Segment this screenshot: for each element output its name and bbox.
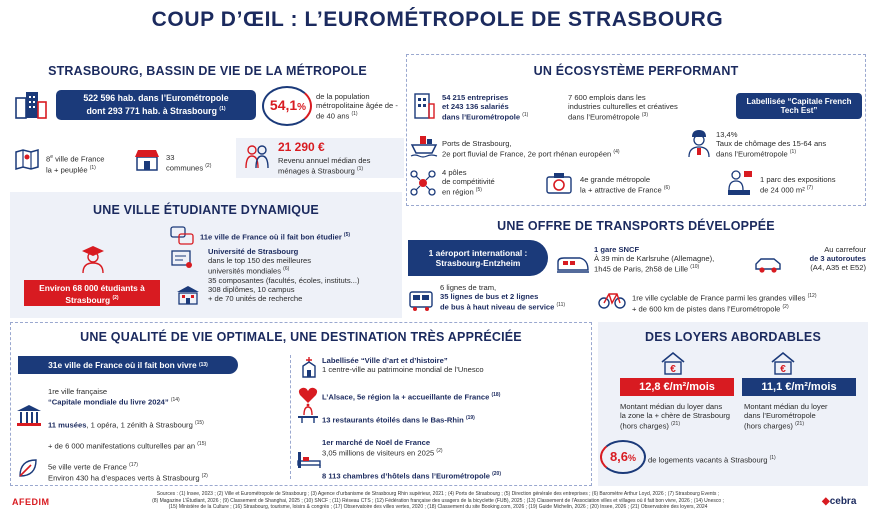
sncf-text: 1 gare SNCF À 39 min de Karlsruhe (Allemagne), 1h45 de Paris, 2h58 de Lille $^{(10)}$ — [594, 245, 715, 274]
noel-text: 1er marché de Noël de France 3,05 millions de visiteurs en 2025 $^{(2)}$ — [322, 438, 443, 458]
french-tech-pill: Labellisée “Capitale French Tech Est” — [736, 93, 862, 119]
livre-text: 1re ville française “Capitale mondiale du livre 2024” $^{(14)}$ — [48, 387, 180, 407]
population-box — [56, 90, 256, 120]
student-icon — [80, 244, 106, 274]
ecosysteme-heading: UN ÉCOSYSTÈME PERFORMANT — [533, 64, 739, 78]
cebra-logo: ◆cebra — [822, 496, 857, 507]
buildings-icon — [14, 90, 48, 120]
university-building-icon — [176, 284, 200, 306]
house-euro-icon-2 — [770, 350, 796, 376]
verte-text: 5e ville verte de France $^{(17)}$ Environ 430 ha d’espaces verts à Strasbourg $^{(2)}$ — [48, 462, 208, 483]
svg-text:€: € — [780, 364, 786, 375]
manifestations-text: + de 6 000 manifestations culturelles par an $^{(15)}$ — [48, 441, 207, 451]
etudiante-heading: UNE VILLE ÉTUDIANTE DYNAMIQUE — [93, 203, 319, 217]
unemployment-text: 13,4% Taux de chômage des 15-64 ans dans l’Eurométropole $^{(1)}$ — [716, 130, 827, 159]
family-icon — [244, 144, 270, 172]
worker-icon — [686, 128, 712, 158]
airport-line2: Strasbourg-Entzheim — [435, 258, 521, 268]
attractive-text: 4e grande métropole la + attractive de France $^{(6)}$ — [580, 175, 670, 195]
vacant-text: de logements vacants à Strasbourg $^{(1)}$ — [648, 455, 776, 465]
population-note: (1) — [219, 106, 226, 113]
price-1: 12,8 €/m²/mois — [620, 378, 734, 396]
afedim-logo: AFEDIM — [12, 497, 50, 507]
house-euro-icon-1 — [660, 350, 686, 376]
sources-line2: (8) Magazine L’Étudiant, 2026 ; (9) Classement de Shanghai, 2025 ; (10) SNCF ; (11) Réseau CTS ; (12) Fédération française des usagers de la bicyclette (FUB), 2025 ; (13) Classement de l’Association villes et villages où il fait bon vivre, 2026 ; (14) Unesco ; — [152, 497, 724, 504]
speaker-icon — [726, 168, 754, 196]
train-icon — [556, 256, 590, 274]
income-value: 21 290 € — [278, 140, 325, 154]
bonvivre-pill: 31e ville de France où il fait bon vivre (13) — [18, 356, 238, 374]
office-icon — [412, 92, 436, 120]
restos-text: 13 restaurants étoilés dans le Bas-Rhin $^{(19)}$ — [322, 415, 475, 425]
label-text: Labellisée “Ville d’art et d’histoire” 1 centre-ville au patrimoine mondial de l’Unesco — [322, 356, 484, 374]
sources-line3: (15) Ministère de la Culture ; (16) Strasbourg, tourisme, loisirs & congrès ; (17) Observatoire des villes vertes, 2020 ; (18) Classement du site Booking.com, 2026 ; (19) Guide Michelin, 2026 ; (20) Insee, 2026 ; (21) Observatoire des loyers, 2024 — [168, 504, 708, 511]
students-banner: Environ 68 000 étudiants à Strasbourg $^{(2)}$ — [24, 280, 160, 306]
bus-icon — [408, 290, 434, 312]
population-line1: 522 596 hab. dans l’Eurométropole — [83, 93, 229, 104]
leaf-icon — [16, 456, 40, 480]
port-text: Ports de Strasbourg, 2e port fluvial de France, 2e port rhénan européen $^{(4)}$ — [442, 139, 620, 159]
tram-text: 6 lignes de tram, 35 lignes de bus et 2 lignes de bus à haut niveau de service $^{(11)}$ — [440, 283, 566, 312]
price-1-text: Montant médian du loyer dans la zone la + chère de Strasbourg (hors charges) $^{(21)}$ — [620, 402, 730, 431]
transports-heading: UNE OFFRE DE TRANSPORTS DÉVELOPPÉE — [497, 219, 775, 233]
sources-line1: Sources : (1) Insee, 2023 ; (2) Ville et Eurométropole de Strasbourg ; (3) Agence d’urbanisme de Strasbourg Rhin supérieur, 2021 ; (4) Ports de Strasbourg ; (5) Direction générale des entreprises ; (6) Baromètre Arthur Loyd, 2026 ; (7) Strasbourg Events ; — [156, 491, 720, 497]
sources — [72, 491, 804, 511]
parc-text: 1 parc des expositions de 24 000 m² $^{(7)}$ — [760, 175, 836, 195]
museum-icon — [16, 403, 42, 427]
network-icon — [410, 170, 436, 196]
shop-icon — [134, 148, 160, 172]
loyers-heading: DES LOYERS ABORDABLES — [645, 330, 821, 344]
airport-pill — [408, 240, 548, 276]
culture-text: 7 600 emplois dans les industries culturelles et créatives dans l’Eurométropole $^{(3)}$ — [568, 93, 678, 122]
qualite-divider — [290, 355, 291, 479]
university-text: Université de Strasbourg dans le top 150 des meilleures universités mondiales $^{(6)}$ — [208, 247, 312, 276]
restaurant-icon — [296, 402, 320, 424]
price-2: 11,1 €/m²/mois — [742, 378, 856, 396]
hotels-text: 8 113 chambres d’hôtels dans l’Eurométropole $^{(20)}$ — [322, 471, 501, 481]
alsace-text: L’Alsace, 5e région la + accueillante de France $^{(18)}$ — [322, 392, 501, 402]
qualite-heading: UNE QUALITÉ DE VIE OPTIMALE, UNE DESTINATION TRÈS APPRÉCIÉE — [80, 330, 522, 344]
communes-text: 33 communes $^{(2)}$ — [166, 153, 212, 173]
companies-text: 54 215 entreprises et 243 136 salariés dans l’Eurométropole $^{(1)}$ — [442, 93, 529, 122]
diploma-icon — [170, 248, 194, 270]
svg-text:€: € — [670, 364, 676, 375]
income-label: Revenu annuel médian des ménages à Strasbourg $^{(1)}$ — [278, 156, 371, 176]
share-text: de la population métropolitaine âgée de - de 40 ans $^{(1)}$ — [316, 92, 398, 121]
poles-text: 4 pôles de compétitivité en région $^{(5)}$ — [442, 168, 495, 197]
chat-icon — [170, 226, 194, 246]
camera-icon — [546, 172, 572, 194]
cycle-text: 1re ville cyclable de France parmi les grandes villes $^{(12)}$ + de 600 km de pistes dans l’Eurométropole $^{(2)}$ — [632, 293, 817, 314]
car-icon — [754, 256, 782, 274]
page-title: COUP D’ŒIL : L’EUROMÉTROPOLE DE STRASBOURG — [151, 8, 724, 31]
components-text: 35 composantes (facultés, écoles, instituts...) 308 diplômes, 10 campus + de 70 unités de recherche — [208, 276, 360, 303]
vacant-value: 8,6% — [609, 449, 637, 464]
musees-text: 11 musées, 1 opéra, 1 zénith à Strasbourg $^{(15)}$ — [48, 420, 204, 430]
study-rank: 11e ville de France où il fait bon étudier $^{(5)}$ — [200, 232, 351, 242]
bassin-heading: STRASBOURG, BASSIN DE VIE DE LA MÉTROPOLE — [48, 64, 367, 78]
population-line2: dont 293 771 hab. à Strasbourg — [86, 105, 217, 116]
bike-icon — [598, 290, 626, 310]
airport-line1: 1 aéroport international : — [428, 248, 528, 258]
ship-icon — [410, 132, 438, 158]
price-2-text: Montant médian du loyer dans l’Eurométropole (hors charges) $^{(21)}$ — [744, 402, 828, 431]
share-value: 54,1% — [269, 97, 307, 113]
road-text: Au carrefour de 3 autoroutes (A4, A35 et E52) — [809, 245, 866, 272]
bed-icon — [296, 450, 322, 470]
map-icon — [14, 148, 40, 170]
rank-text: 8e ville de France la + peuplée $^{(1)}$ — [46, 154, 105, 175]
church-icon — [298, 356, 320, 378]
